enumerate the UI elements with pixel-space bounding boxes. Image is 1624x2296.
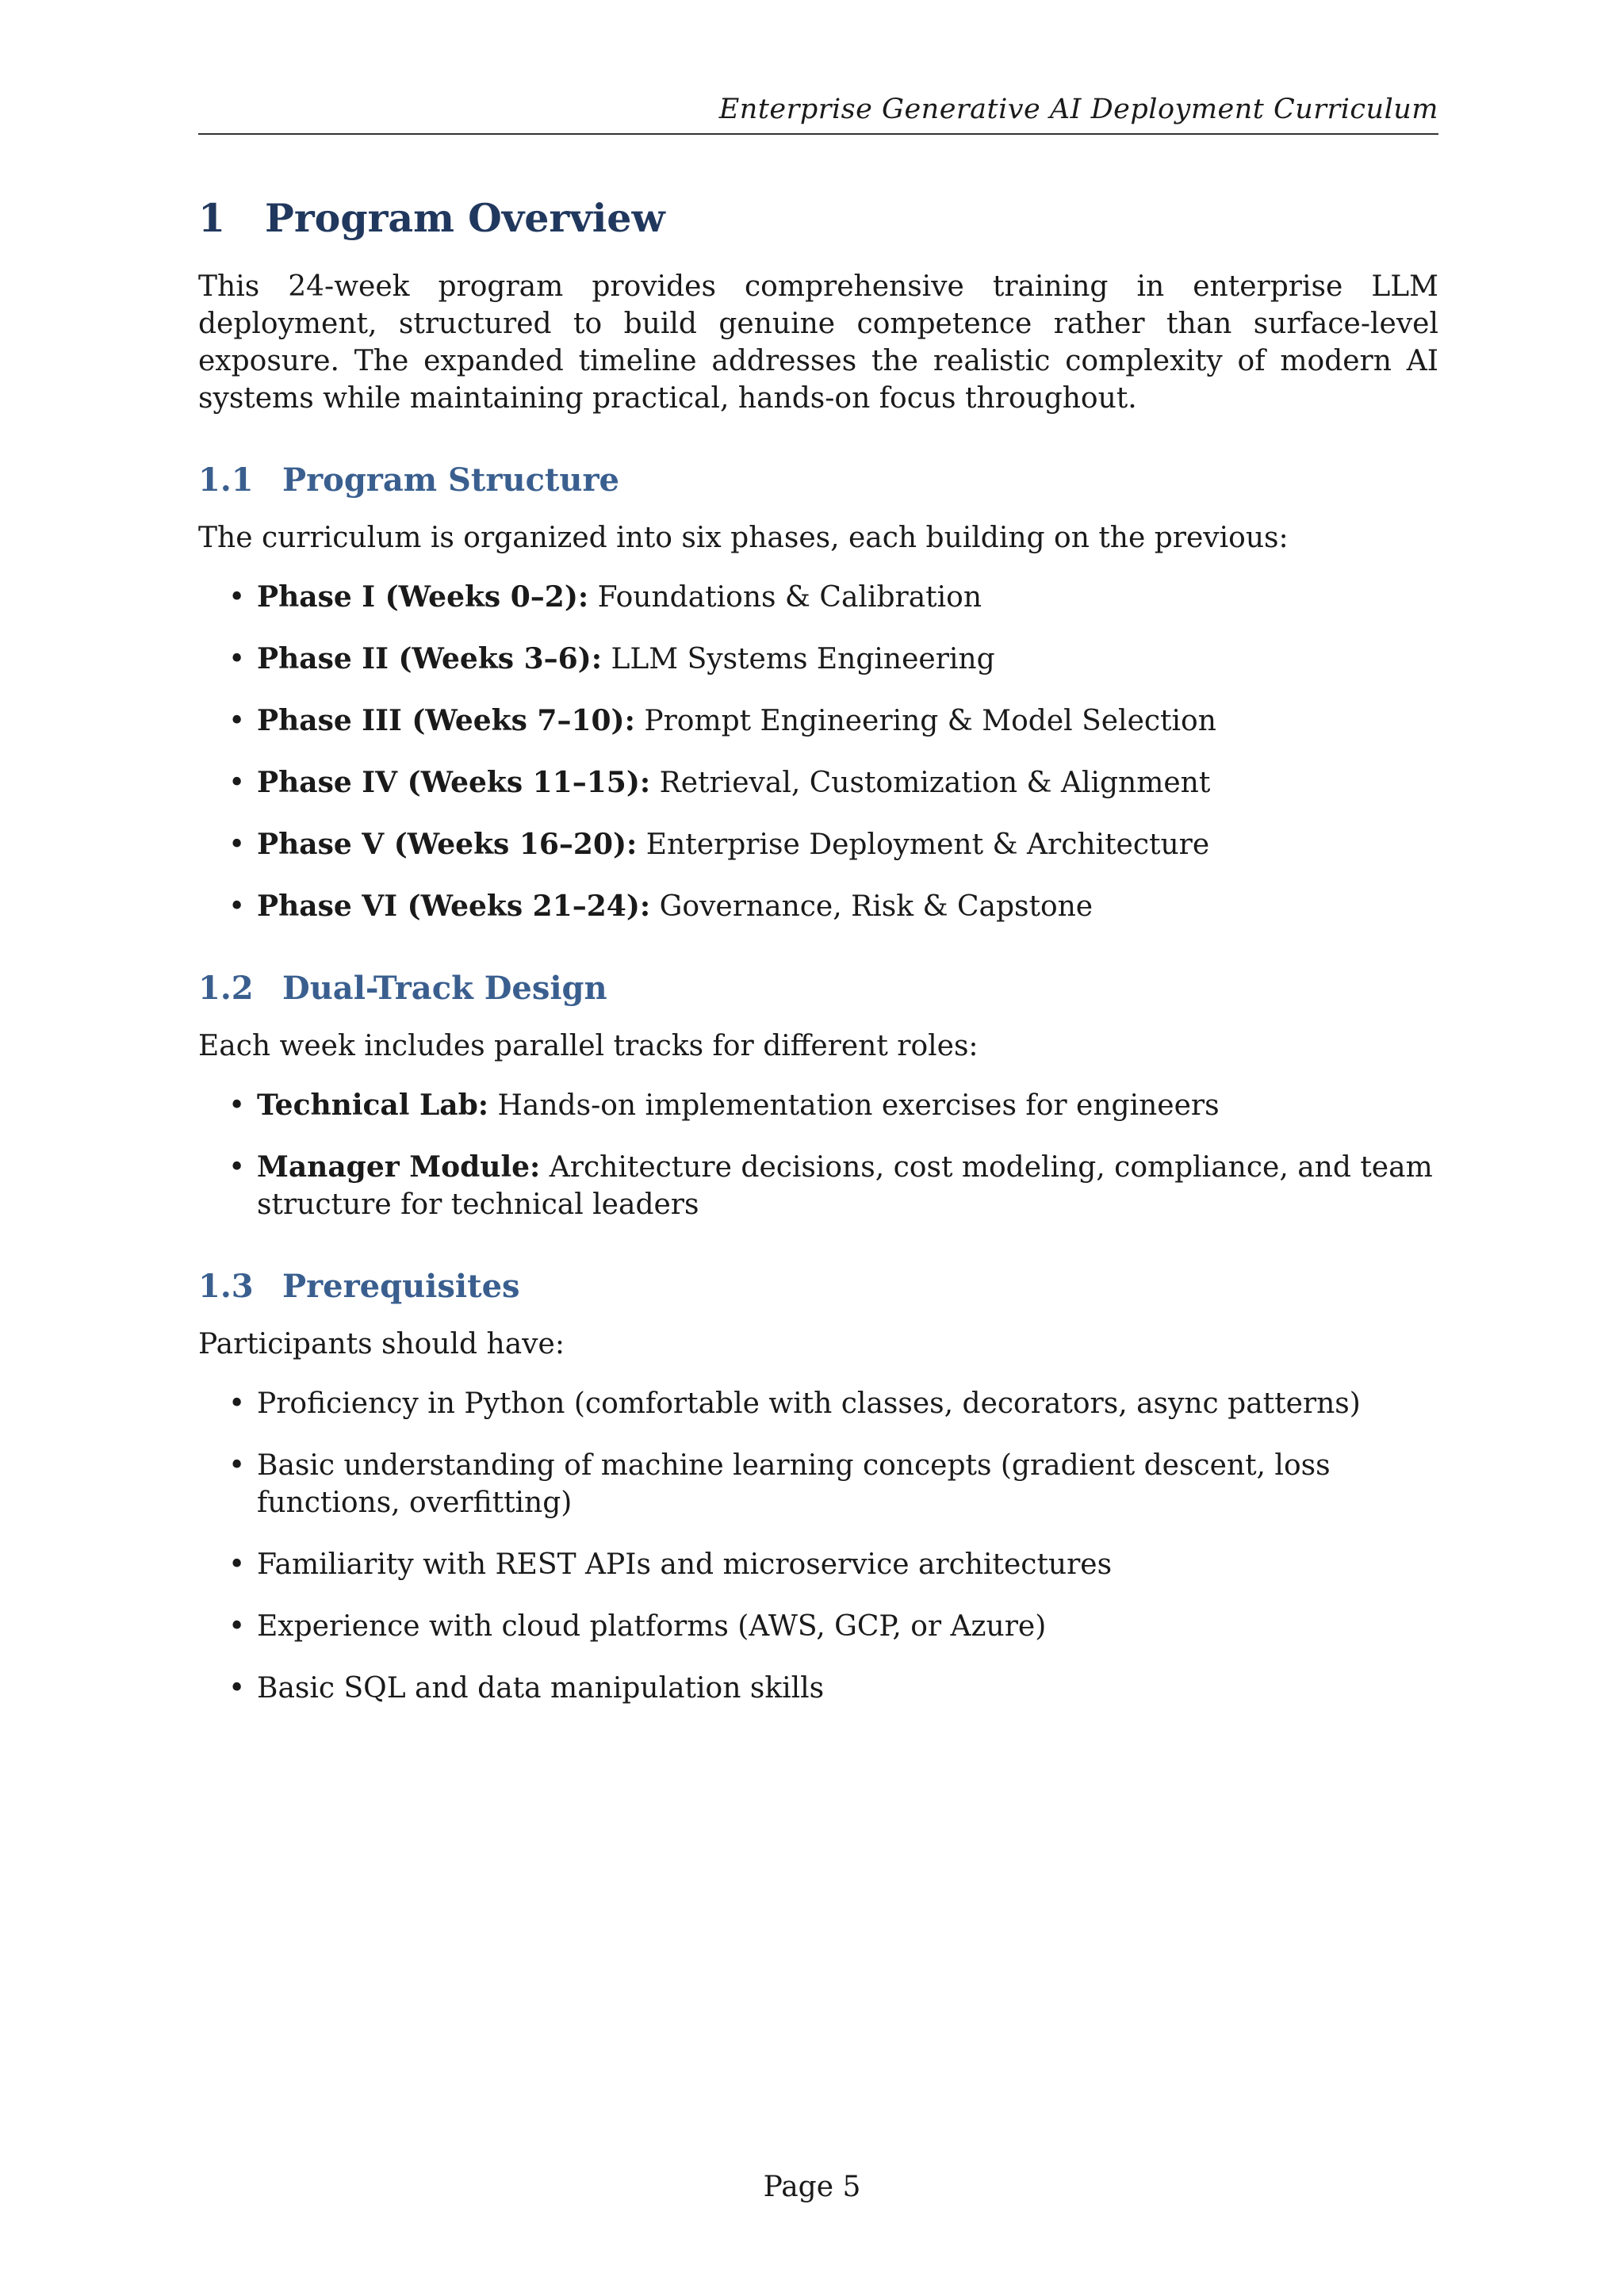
prerequisites-lead: Participants should have: <box>198 1328 565 1360</box>
bullet-icon: • <box>228 1610 246 1643</box>
phase-text: Enterprise Deployment & Architecture <box>645 828 1210 861</box>
bullet-icon: • <box>228 1089 246 1122</box>
list-item <box>198 1087 1438 1124</box>
bullet-icon: • <box>228 1151 246 1184</box>
page-number: Page 5 <box>763 2171 861 2203</box>
bullet-icon: • <box>228 767 246 799</box>
bullet-icon: • <box>228 1387 246 1420</box>
section-number: 1 <box>198 195 226 241</box>
prerequisite-list <box>198 1385 1438 1707</box>
subsection-heading-prerequisites <box>198 1268 1438 1305</box>
phase-label: Phase III (Weeks 7–10): <box>257 704 635 737</box>
list-item <box>198 1670 1438 1707</box>
dual-track-lead: Each week includes parallel tracks for different roles: <box>198 1030 979 1062</box>
phase-text: Retrieval, Customization & Alignment <box>659 767 1211 799</box>
bullet-icon: • <box>228 828 246 861</box>
bullet-icon: • <box>228 705 246 737</box>
running-header: Enterprise Generative AI Deployment Curriculum <box>718 94 1438 125</box>
prerequisite-text: Basic SQL and data manipulation skills <box>257 1672 825 1705</box>
phase-text: Foundations & Calibration <box>597 581 982 614</box>
list-item <box>198 641 1438 678</box>
phase-text: Prompt Engineering & Model Selection <box>644 705 1216 737</box>
list-item <box>198 579 1438 616</box>
header-rule <box>198 133 1438 135</box>
phase-label: Phase I (Weeks 0–2): <box>257 580 589 614</box>
subsection-number: 1.3 <box>198 1268 254 1305</box>
phase-label: Phase IV (Weeks 11–15): <box>257 766 651 799</box>
bullet-icon: • <box>228 643 246 675</box>
list-item <box>198 702 1438 740</box>
track-text: Architecture decisions, cost modeling, compliance, and team structure for technical leaders <box>257 1151 1433 1221</box>
phase-text: Governance, Risk & Capstone <box>659 890 1094 923</box>
subsection-title: Prerequisites <box>282 1268 520 1305</box>
list-item <box>198 1447 1438 1521</box>
track-label: Manager Module: <box>257 1150 541 1184</box>
track-list <box>198 1087 1438 1223</box>
bullet-icon: • <box>228 1449 246 1482</box>
section-title: Program Overview <box>265 195 665 241</box>
list-item <box>198 764 1438 802</box>
list-item <box>198 1385 1438 1422</box>
page-content <box>198 195 1438 1732</box>
phase-label: Phase V (Weeks 16–20): <box>257 828 638 861</box>
list-item <box>198 826 1438 863</box>
bullet-icon: • <box>228 1672 246 1705</box>
structure-lead: The curriculum is organized into six phases, each building on the previous: <box>198 522 1289 554</box>
section-heading <box>198 195 1438 241</box>
phase-text: LLM Systems Engineering <box>611 643 995 675</box>
subsection-heading-structure <box>198 461 1438 499</box>
subsection-title: Dual-Track Design <box>282 970 607 1007</box>
bullet-icon: • <box>228 581 246 614</box>
prerequisite-text: Familiarity with REST APIs and microservice architectures <box>257 1548 1113 1581</box>
track-text: Hands-on implementation exercises for engineers <box>497 1089 1220 1122</box>
intro-paragraph: This 24-week program provides comprehensive training in enterprise LLM deployment, structured to build genuine competence rather than surface-level exposure. The expanded timeline addresses the realistic complexity of modern AI systems while maintaining practical, hands-on focus throughout. <box>198 270 1438 415</box>
list-item <box>198 1546 1438 1583</box>
subsection-number: 1.1 <box>198 461 254 499</box>
prerequisite-text: Proficiency in Python (comfortable with classes, decorators, async patterns) <box>257 1387 1361 1420</box>
subsection-number: 1.2 <box>198 970 254 1007</box>
list-item <box>198 1608 1438 1645</box>
phase-label: Phase II (Weeks 3–6): <box>257 642 602 675</box>
subsection-title: Program Structure <box>282 461 619 499</box>
phase-list <box>198 579 1438 925</box>
phase-label: Phase VI (Weeks 21–24): <box>257 890 651 923</box>
track-label: Technical Lab: <box>257 1089 489 1122</box>
prerequisite-text: Basic understanding of machine learning concepts (gradient descent, loss functions, overfitting) <box>257 1449 1331 1519</box>
bullet-icon: • <box>228 1548 246 1581</box>
subsection-heading-dual-track <box>198 970 1438 1007</box>
prerequisite-text: Experience with cloud platforms (AWS, GCP, or Azure) <box>257 1610 1047 1643</box>
list-item <box>198 1149 1438 1223</box>
bullet-icon: • <box>228 890 246 923</box>
list-item <box>198 888 1438 925</box>
